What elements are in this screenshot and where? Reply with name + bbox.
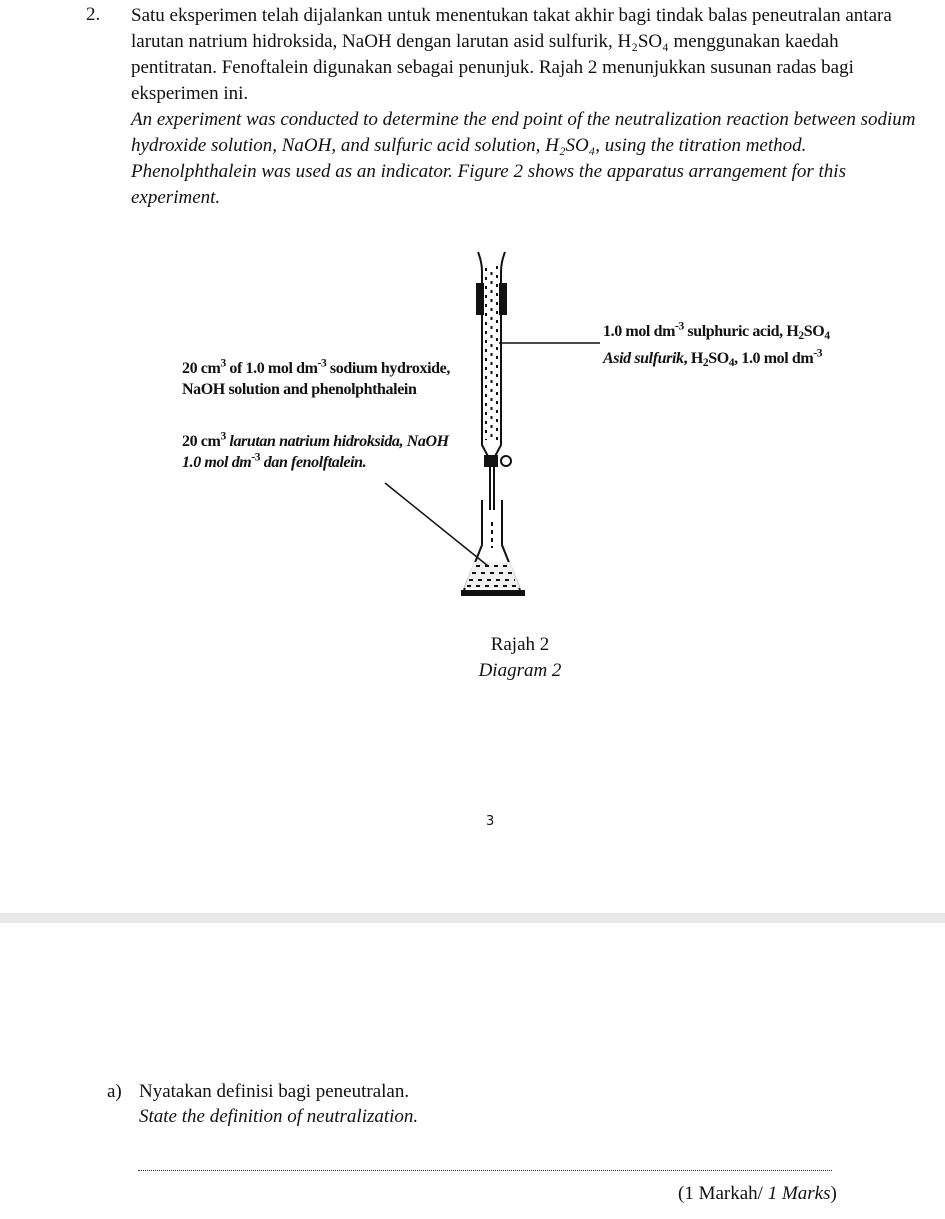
burette-clamp-right <box>499 283 507 315</box>
part-a-question-english: State the definition of neutralization. <box>139 1106 419 1127</box>
titration-apparatus-diagram <box>0 240 945 620</box>
acid-solution <box>486 266 497 440</box>
question-number: 2. <box>86 4 101 25</box>
flask-base <box>461 590 525 596</box>
page-number: 3 <box>486 814 495 829</box>
naoh-label-malay: 20 $cm^3$ larutan natrium hidroksida, NaOH 1.0 mol $dm^{-3}$ dan fenolftalein. <box>182 430 449 471</box>
part-a-letter: a) <box>107 1081 122 1102</box>
diagram-caption-malay: Rajah 2 <box>490 634 550 655</box>
question-text-english: An experiment was conducted to determine the end point of the neutralization reaction between sodium hydroxide solution, NaOH, and sulfuric acid solution, H₂SO₄, using the titration method. Phenolphthalein was used as an indicator. Figure 2 shows the apparatus arrangement for this experiment. <box>131 109 916 208</box>
stopcock-handle <box>501 456 511 466</box>
acid-label-malay: Asid sulfurik, $H_2SO_4$, 1.0 mol $dm^{-3}$ <box>603 347 823 369</box>
naoh-label-english: 20 $cm^3$ of 1.0 mol $dm^{-3}$ sodium hydroxide, NaOH solution and phenolphthalein <box>182 357 450 398</box>
stopcock <box>484 455 498 467</box>
page-divider <box>0 913 945 923</box>
acid-label-english: 1.0 mol $dm^{-3}$ sulphuric acid, $H_2SO_4$ <box>603 320 830 342</box>
marks-label: (1 Markah/ 1 Marks) <box>678 1183 837 1204</box>
part-a-question-malay: Nyatakan definisi bagi peneutralan. <box>139 1081 410 1102</box>
naoh-pointer-line <box>385 483 488 566</box>
burette-clamp-left <box>476 283 484 315</box>
answer-line[interactable] <box>138 1160 832 1171</box>
acid-label <box>603 321 903 369</box>
diagram-caption-english: Diagram 2 <box>478 660 562 681</box>
question-text-malay: Satu eksperimen telah dijalankan untuk menentukan takat akhir bagi tindak balas peneutralan antara larutan natrium hidroksida, NaOH dengan larutan asid sulfurik, H₂SO₄ menggunakan kaedah pentitratan. Fenoftalein digunakan sebagai penunjuk. Rajah 2 menunjukkan susunan radas bagi eksperimen ini. <box>131 5 892 104</box>
